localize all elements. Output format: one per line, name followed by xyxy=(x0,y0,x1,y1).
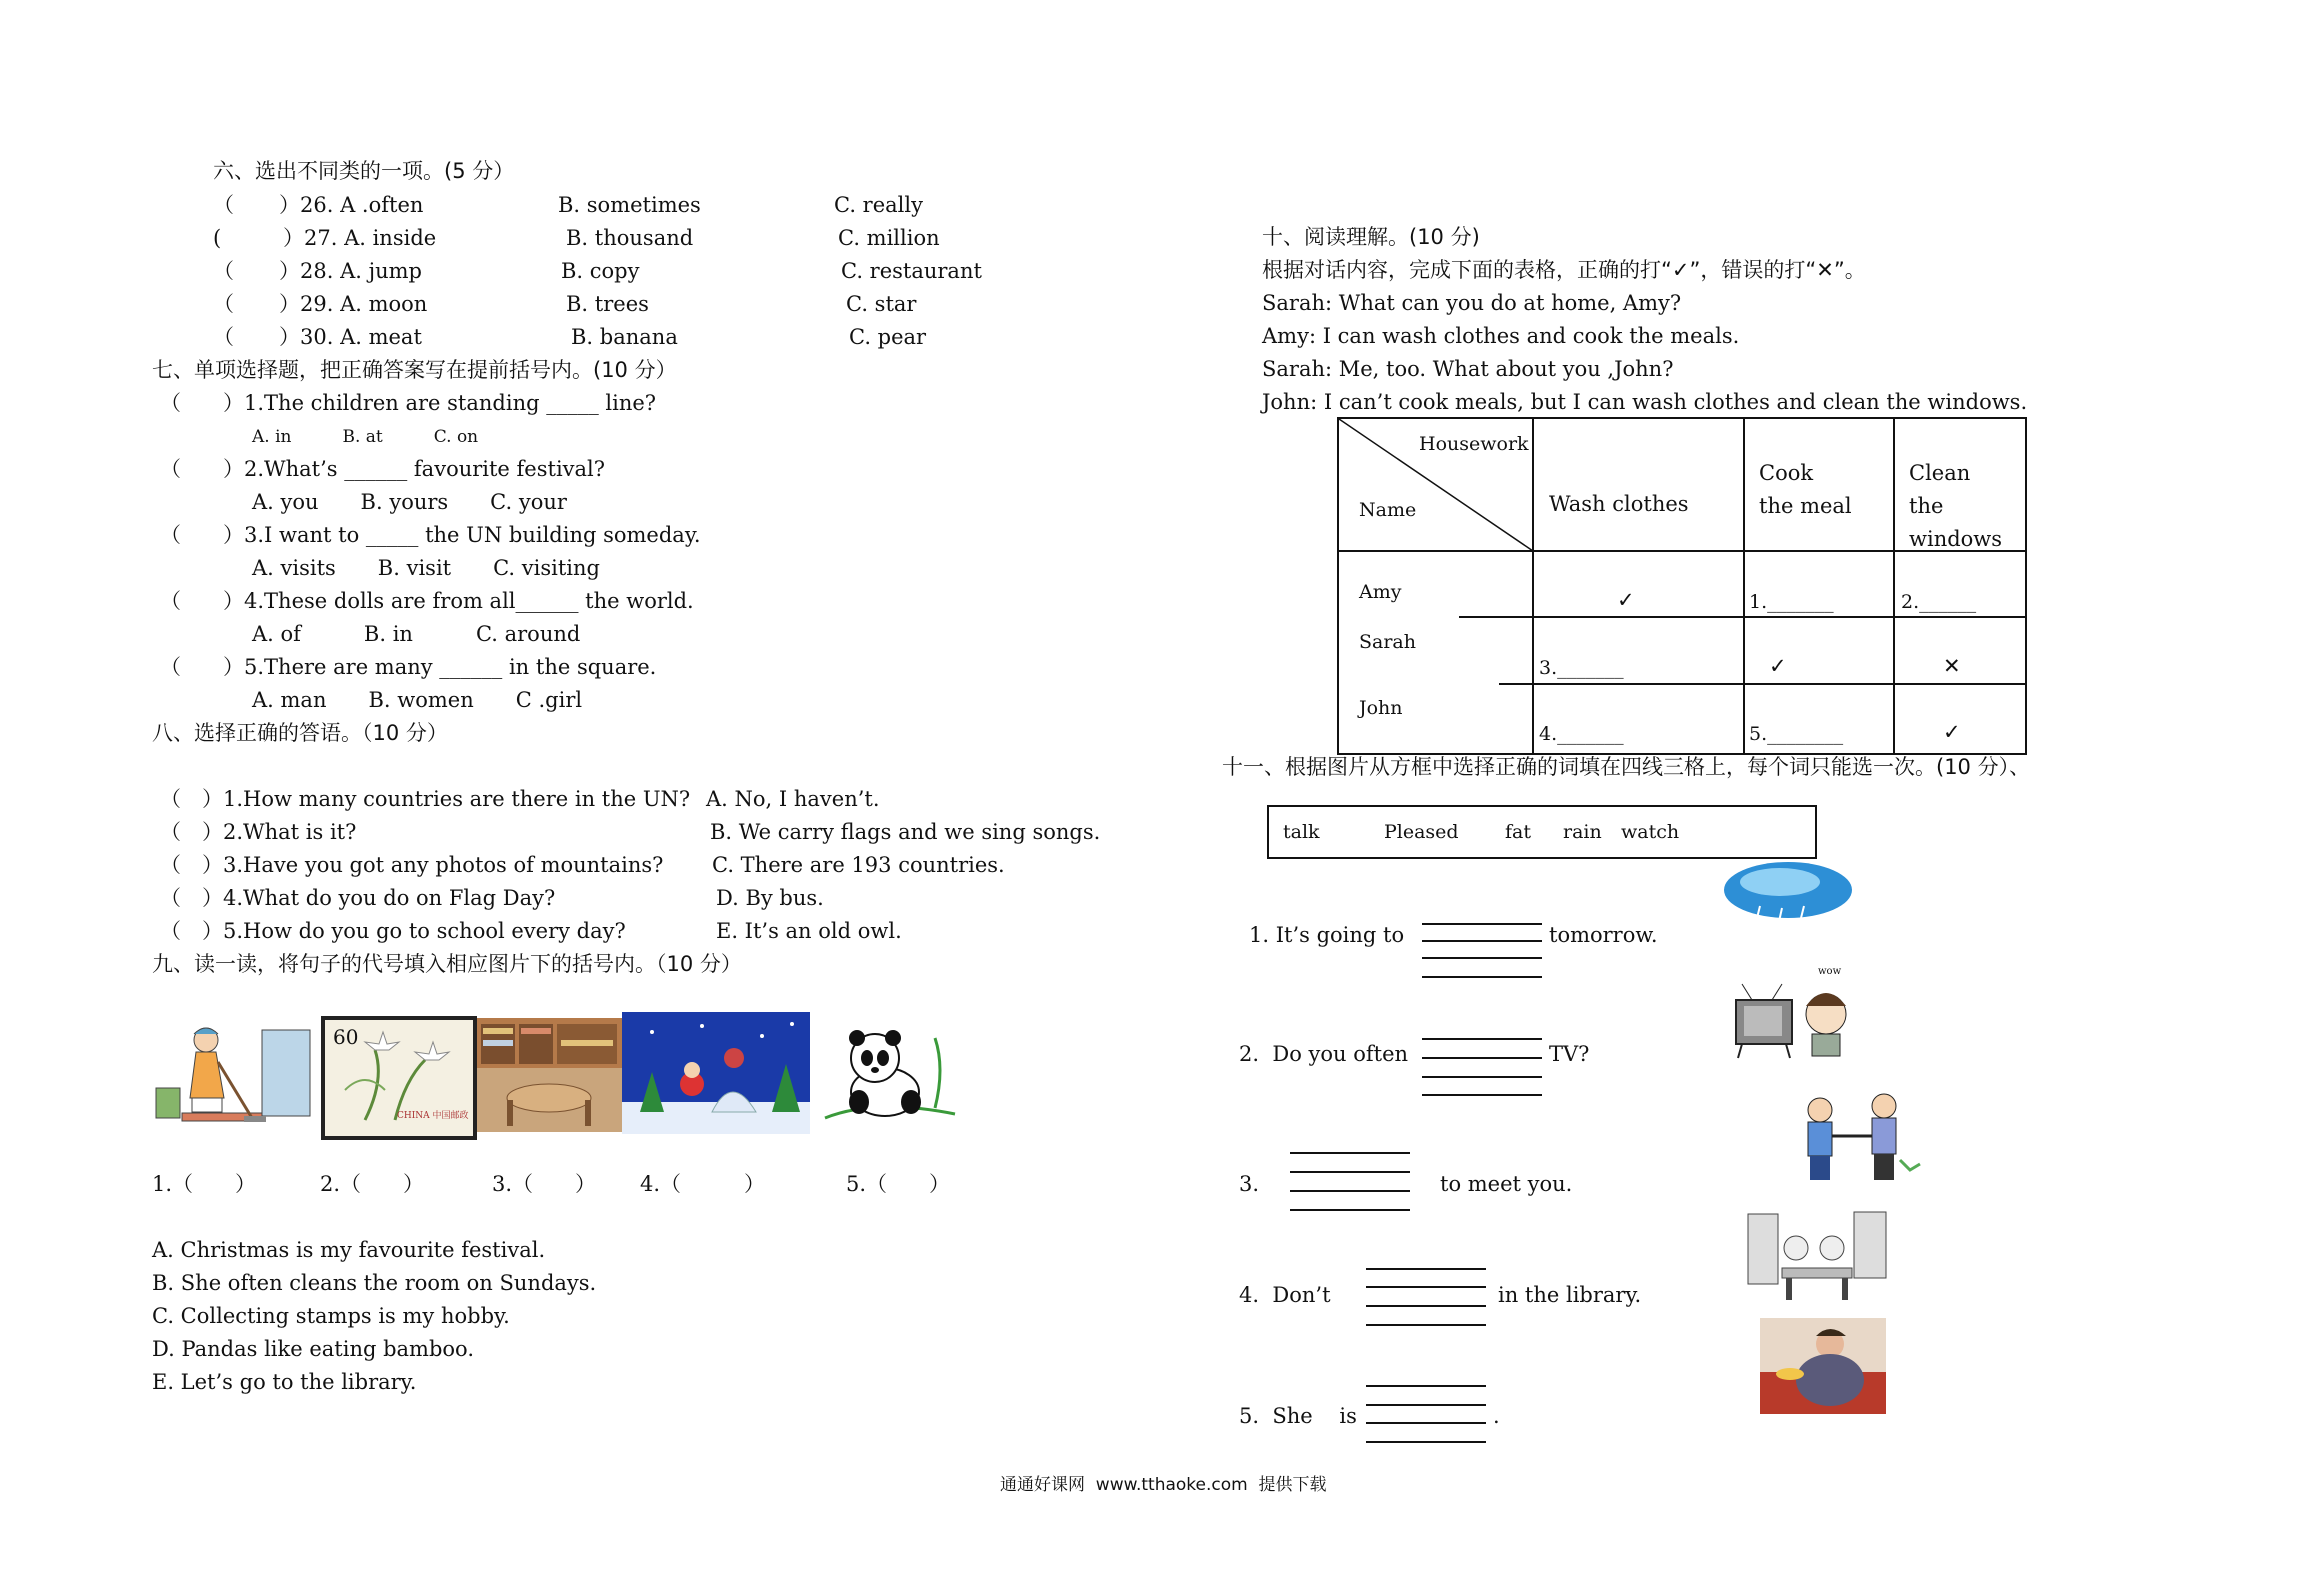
options-7-5: A. man B. women C .girl xyxy=(252,688,583,712)
section-10-instruction: 根据对话内容，完成下面的表格，正确的打“✓”，错误的打“✕”。 xyxy=(1262,258,1866,282)
fill-1-suffix: tomorrow. xyxy=(1549,923,1658,947)
corner-housework: Housework xyxy=(1419,433,1529,455)
dialogue-line-1: Sarah: What can you do at home, Amy? xyxy=(1262,291,1682,315)
options-7-1: A. in B. at C. on xyxy=(252,427,479,447)
cell-john-cook[interactable]: 5.________ xyxy=(1749,723,1844,745)
paren: （ xyxy=(213,292,234,316)
fat-woman-picture xyxy=(1760,1318,1886,1414)
option-c: C. restaurant xyxy=(841,259,982,283)
dialogue-line-3: Sarah: Me, too. What about you ,John? xyxy=(1262,357,1674,381)
question-28: ）28. A. jump xyxy=(279,259,422,283)
answer-a: A. No, I haven’t. xyxy=(706,787,880,811)
section-8-title: 八、选择正确的答语。（10 分） xyxy=(152,721,448,745)
cell-sarah-cook: ✓ xyxy=(1769,654,1787,678)
corner-name: Name xyxy=(1359,499,1417,521)
stamp-picture xyxy=(321,1016,477,1140)
section-6-title: 六、选出不同类的一项。(5 分） xyxy=(213,159,515,183)
rain-picture xyxy=(1720,860,1856,940)
paren: （ xyxy=(213,325,234,349)
blank-2[interactable]: 2.（ ） xyxy=(320,1172,425,1196)
options-7-3: A. visits B. visit C. visiting xyxy=(252,556,600,580)
sentence-d: D. Pandas like eating bamboo. xyxy=(152,1337,475,1361)
section-11-title: 十一、根据图片从方框中选择正确的词填在四线三格上，每个词只能选一次。(10 分）、 xyxy=(1222,755,2031,779)
word-box xyxy=(1267,805,1817,859)
question-7-3: （ ）3.I want to _____ the UN building someday. xyxy=(160,523,701,547)
cell-sarah-wash[interactable]: 3._______ xyxy=(1539,657,1624,679)
dialogue-line-4: John: I can’t cook meals, but I can wash clothes and clean the windows. xyxy=(1262,390,2028,414)
question-7-1: （ ）1.The children are standing _____ line? xyxy=(160,391,657,415)
cleaning-picture xyxy=(152,1018,316,1128)
fill-3-suffix: to meet you. xyxy=(1440,1172,1573,1196)
sentence-a: A. Christmas is my favourite festival. xyxy=(152,1238,546,1262)
tv-wow-text: wow xyxy=(1818,966,1842,977)
option-b: B. thousand xyxy=(566,226,694,250)
fill-5-suffix: . xyxy=(1493,1404,1500,1428)
library-picture xyxy=(477,1018,622,1132)
paren: ( xyxy=(213,226,222,250)
footer-text: 通通好课网 www.tthaoke.com 提供下载 xyxy=(1000,1475,1327,1495)
col-clean-windows: Clean the windows xyxy=(1909,461,2003,551)
christmas-picture xyxy=(622,1012,810,1134)
cell-john-wash[interactable]: 4._______ xyxy=(1539,723,1624,745)
question-8-5: （ ）5.How do you go to school every day? xyxy=(160,919,626,943)
fill-1-prefix: 1. It’s going to xyxy=(1249,923,1405,947)
cell-john-clean: ✓ xyxy=(1943,720,1961,744)
question-7-4: （ ）4.These dolls are from all______ the world. xyxy=(160,589,694,613)
question-7-5: （ ）5.There are many ______ in the square. xyxy=(160,655,657,679)
answer-e: E. It’s an old owl. xyxy=(716,919,902,943)
answer-c: C. There are 193 countries. xyxy=(712,853,1005,877)
watch-tv-picture xyxy=(1732,966,1864,1062)
question-30: ）30. A. meat xyxy=(279,325,422,349)
stamp-value: 60 xyxy=(333,1025,359,1049)
fill-4-prefix: 4. Don’t xyxy=(1239,1283,1331,1307)
word-rain: rain xyxy=(1563,821,1602,843)
word-watch: watch xyxy=(1621,821,1680,843)
answer-d: D. By bus. xyxy=(716,886,824,910)
sentence-b: B. She often cleans the room on Sundays. xyxy=(152,1271,597,1295)
fill-2-prefix: 2. Do you often xyxy=(1239,1042,1409,1066)
word-pleased: Pleased xyxy=(1384,821,1459,843)
section-7-title: 七、单项选择题，把正确答案写在提前括号内。(10 分） xyxy=(152,358,677,382)
col-wash-clothes: Wash clothes xyxy=(1549,492,1689,516)
question-29: ）29. A. moon xyxy=(279,292,428,316)
fill-2-suffix: TV? xyxy=(1549,1042,1590,1066)
library-talk-picture xyxy=(1746,1208,1888,1304)
question-8-3: （ ）3.Have you got any photos of mountains? xyxy=(160,853,664,877)
row-john: John xyxy=(1359,697,1403,719)
blank-4[interactable]: 4.（ ） xyxy=(640,1172,766,1196)
option-c: C. million xyxy=(838,226,940,250)
fill-3-prefix: 3. xyxy=(1239,1172,1260,1196)
fill-4-suffix: in the library. xyxy=(1498,1283,1642,1307)
question-7-2: （ ）2.What’s ______ favourite festival? xyxy=(160,457,606,481)
option-c: C. pear xyxy=(849,325,927,349)
blank-5[interactable]: 5.（ ） xyxy=(846,1172,951,1196)
paren: （ xyxy=(213,259,234,283)
fill-5-prefix: 5. She is xyxy=(1239,1404,1357,1428)
question-8-4: （ ）4.What do you do on Flag Day? xyxy=(160,886,556,910)
question-8-1: （ ）1.How many countries are there in the UN? xyxy=(160,787,691,811)
cell-amy-cook[interactable]: 1._______ xyxy=(1749,591,1834,613)
options-7-4: A. of B. in C. around xyxy=(252,622,581,646)
word-talk: talk xyxy=(1283,821,1320,843)
option-b: B. copy xyxy=(561,259,640,283)
section-9-title: 九、读一读，将句子的代号填入相应图片下的括号内。（10 分） xyxy=(152,952,742,976)
blank-3[interactable]: 3.（ ） xyxy=(492,1172,597,1196)
meet-picture xyxy=(1780,1090,1930,1186)
option-c: C. star xyxy=(846,292,917,316)
cell-sarah-clean: ✕ xyxy=(1943,654,1961,678)
stamp-text: CHINA 中国邮政 xyxy=(397,1111,469,1121)
option-b: B. banana xyxy=(571,325,678,349)
question-27: ）27. A. inside xyxy=(283,226,437,250)
options-7-2: A. you B. yours C. your xyxy=(252,490,567,514)
paren: （ xyxy=(213,193,234,217)
sentence-c: C. Collecting stamps is my hobby. xyxy=(152,1304,510,1328)
cell-amy-wash: ✓ xyxy=(1617,588,1635,612)
question-26: ）26. A .often xyxy=(279,193,424,217)
row-sarah: Sarah xyxy=(1359,631,1416,653)
col-cook-meal: Cook the meal xyxy=(1759,461,1852,518)
housework-table xyxy=(1337,417,2027,755)
sentence-e: E. Let’s go to the library. xyxy=(152,1370,417,1394)
option-c: C. really xyxy=(834,193,923,217)
cell-amy-clean[interactable]: 2.______ xyxy=(1901,591,1977,613)
answer-b: B. We carry flags and we sing songs. xyxy=(710,820,1101,844)
option-b: B. trees xyxy=(566,292,649,316)
row-amy: Amy xyxy=(1359,581,1402,603)
blank-1[interactable]: 1.（ ） xyxy=(152,1172,257,1196)
question-8-2: （ ）2.What is it? xyxy=(160,820,357,844)
option-b: B. sometimes xyxy=(558,193,701,217)
panda-picture xyxy=(815,1018,967,1132)
dialogue-line-2: Amy: I can wash clothes and cook the meals. xyxy=(1262,324,1740,348)
word-fat: fat xyxy=(1505,821,1531,843)
section-10-title: 十、阅读理解。(10 分) xyxy=(1262,225,1480,249)
